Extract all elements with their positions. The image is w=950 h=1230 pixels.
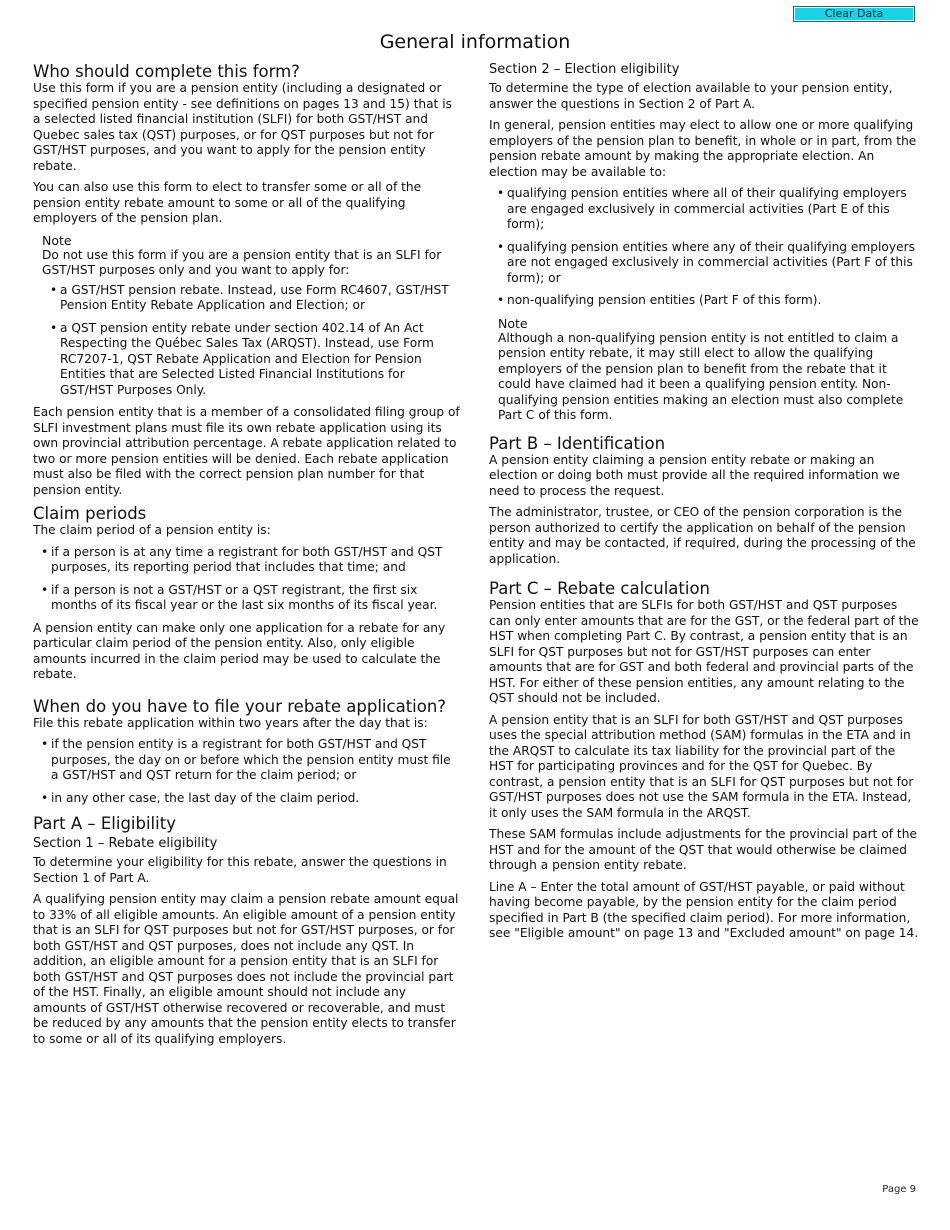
claim-list [33, 545, 460, 614]
who-paragraph-3: Each pension entity that is a member of a consolidated filing group of SLFI investment plans must file its own rebate application using its own provincial attribution percentage. A rebate application related to two or more pension entities will be denied. Each rebate application must also be filed with the correct pension plan number for that pension entity. [33, 405, 460, 497]
section-2-note [489, 316, 919, 424]
clear-data-button[interactable]: Clear Data [793, 6, 915, 22]
note-title: Note [42, 232, 72, 248]
section-2-paragraph-1: To determine the type of election available to your pension entity, answer the questions in Section 2 of Part A. [489, 81, 893, 111]
list-item: • a GST/HST pension rebate. Instead, use Form RC4607, GST/HST Pension Entity Rebate Application and Election; or [42, 283, 460, 314]
page-number: Page 9 [882, 1184, 916, 1195]
section-2-heading: Section 2 – Election eligibility [489, 62, 680, 77]
part-a-paragraph-1: To determine your eligibility for this rebate, answer the questions in Section 1 of Part A. [33, 855, 447, 885]
claim-paragraph-2: A pension entity can make only one application for a rebate for any particular claim period of the pension entity. Also, only eligible amounts incurred in the claim period may be used to calculate the rebate. [33, 620, 446, 681]
list-item: • qualifying pension entities where all of their qualifying employers are engaged exclusively in commercial activities (Part E of this form); [489, 186, 919, 233]
section-2-paragraph-2: In general, pension entities may elect to allow one or more qualifying employers of the pension plan to benefit, in whole or in part, from the pension rebate amount by making the appropriate election. An election may be available to: [489, 118, 917, 179]
when-heading: When do you have to file your rebate application? [33, 696, 447, 716]
note-title: Note [498, 315, 528, 331]
when-list [33, 737, 460, 806]
note-text: Do not use this form if you are a pension entity that is an SLFI for GST/HST purposes only and you want to apply for: [42, 247, 442, 277]
page-title: General information [379, 31, 571, 53]
part-c-paragraph-1: Pension entities that are SLFIs for both GST/HST and QST purposes can only enter amounts that are for the GST, or the federal part of the HST when completing Part C. By contrast, a pension entity that is an SLFI for QST purposes but not for GST/HST purposes can enter amounts that are for GST and both federal and provincial parts of the HST. For either of these pension entities, any amount relating to the QST should not be included. [489, 598, 919, 705]
who-note [33, 233, 460, 399]
list-item: • if the pension entity is a registrant for both GST/HST and QST purposes, the day on or before which the pension entity must file a GST/HST and QST return for the claim period; or [33, 737, 460, 784]
part-c-paragraph-3: These SAM formulas include adjustments for the provincial part of the HST and for the amount of the QST that would otherwise be claimed through a pension entity rebate. [489, 827, 917, 872]
part-a-heading: Part A – Eligibility [33, 814, 176, 833]
part-c-paragraph-4: Line A – Enter the total amount of GST/HST payable, or paid without having become payable, by the pension entity for the claim period specified in Part B (the specified claim period). For more information, see "Eligible amount" on page 13 and "Excluded amount" on page 14. [489, 879, 919, 940]
when-paragraph-1: File this rebate application within two years after the day that is: [33, 715, 428, 730]
list-item: • in any other case, the last day of the claim period. [33, 791, 460, 807]
who-heading: Who should complete this form? [33, 62, 300, 81]
part-c-heading: Part C – Rebate calculation [489, 579, 711, 598]
left-column [33, 62, 460, 1053]
election-list [489, 186, 919, 309]
part-b-paragraph-2: The administrator, trustee, or CEO of the pension corporation is the person authorized to certify the application on behalf of the pension entity and may be contacted, if required, during the processing of the application. [489, 505, 916, 566]
claim-paragraph-1: The claim period of a pension entity is: [33, 523, 271, 537]
note-text: Although a non-qualifying pension entity is not entitled to claim a pension entity rebate, it may still elect to allow the qualifying employers of the pension plan to benefit from the rebate that it could have claimed had it been a qualifying pension entity. Non-qualifying pension entities making an election must also complete Part C of this form. [498, 330, 904, 422]
list-item: • if a person is at any time a registrant for both GST/HST and QST purposes, its reporting period that includes that time; and [33, 545, 460, 576]
section-1-heading: Section 1 – Rebate eligibility [33, 836, 218, 851]
who-paragraph-1: Use this form if you are a pension entity (including a designated or specified pension entity - see definitions on pages 13 and 15) that is a selected listed financial institution (SLFI) for both GST/HST and Quebec sales tax (QST) purposes, or for QST purposes but not for GST/HST purposes, and you want to apply for the pension entity rebate. [33, 81, 452, 173]
list-item: • if a person is not a GST/HST or a QST registrant, the first six months of its fiscal year or the last six months of its fiscal year. [33, 583, 460, 614]
list-item: • non-qualifying pension entities (Part F of this form). [489, 293, 919, 309]
who-paragraph-2: You can also use this form to elect to transfer some or all of the pension entity rebate amount to some or all of the qualifying employers of the pension plan. [33, 180, 422, 225]
part-a-paragraph-2: A qualifying pension entity may claim a pension rebate amount equal to 33% of all eligible amounts. An eligible amount of a pension entity that is an SLFI for QST purposes but not for GST/HST purposes, or for both GST/HST and QST purposes, does not include any QST. In addition, an eligible amount for a pension entity that is an SLFI for both GST/HST and QST purposes does not include the provincial part of the HST. Finally, an eligible amount should not include any amounts of GST/HST otherwise recovered or recoverable, and must be reduced by any amounts that the pension entity elects to transfer to some or all of its qualifying employers. [33, 892, 459, 1046]
list-item: • qualifying pension entities where any of their qualifying employers are not engaged exclusively in commercial activities (Part F of this form); or [489, 240, 919, 287]
part-c-paragraph-2: A pension entity that is an SLFI for both GST/HST and QST purposes uses the special attribution method (SAM) formulas in the ETA and in the ARQST to calculate its tax liability for the provincial part of the HST for participating provinces and for the QST for Quebec. By contrast, a pension entity that is an SLFI for QST purposes but not for GST/HST purposes does not use the SAM formula in the ETA. Instead, it only uses the SAM formula in the ARQST. [489, 712, 914, 820]
claim-heading: Claim periods [33, 504, 147, 523]
right-column [489, 62, 919, 948]
note-list [42, 283, 460, 399]
part-b-heading: Part B – Identification [489, 433, 666, 453]
list-item: • a QST pension entity rebate under section 402.14 of An Act Respecting the Québec Sales Tax (ARQST). Instead, use Form RC7207-1, QST Rebate Application and Election for Pension Entities that are Selected Listed Financial Institutions for GST/HST Purposes Only. [42, 321, 460, 399]
part-b-paragraph-1: A pension entity claiming a pension entity rebate or making an election or doing both must provide all the required information we need to process the request. [489, 452, 900, 498]
